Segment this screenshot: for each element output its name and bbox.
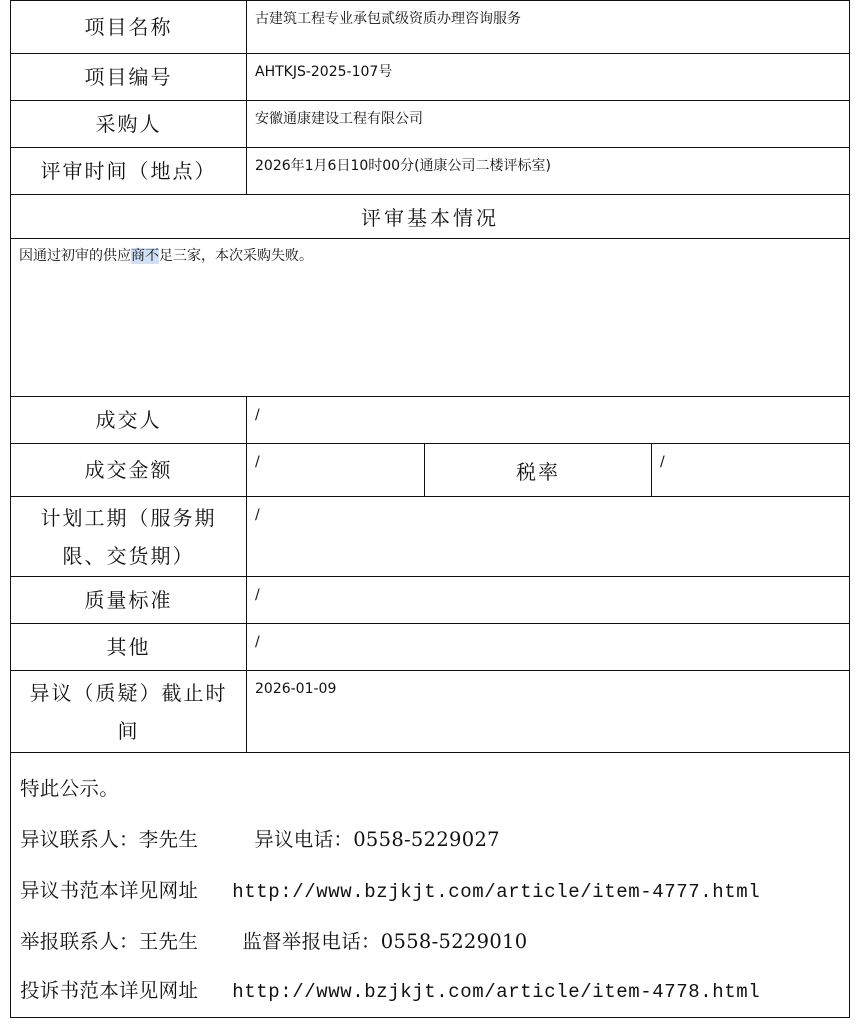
row-review-time xyxy=(11,148,849,195)
row-review-section xyxy=(11,195,849,239)
row-winner xyxy=(11,397,849,444)
review-text-highlight: 商不 xyxy=(131,248,159,264)
other-label: 其他 xyxy=(11,624,247,670)
announce-text: 特此公示。 xyxy=(20,777,120,800)
tax-value: / xyxy=(660,454,665,470)
complaint-template-link[interactable]: http://www.bzjkjt.com/article/item-4778.html xyxy=(232,981,761,1003)
objection-contact: 异议联系人：李先生 xyxy=(20,828,199,851)
other-value: / xyxy=(255,634,260,650)
tax-label: 税率 xyxy=(425,444,652,496)
report-contact: 举报联系人：王先生 xyxy=(20,930,199,953)
objection-deadline-label: 异议（质疑）截止时间 xyxy=(11,671,247,752)
objection-contact-line xyxy=(20,824,500,852)
project-name-label: 项目名称 xyxy=(11,1,247,53)
review-text xyxy=(19,247,313,265)
row-other xyxy=(11,624,849,671)
complaint-template-label: 投诉书范本详见网址 xyxy=(20,979,199,1002)
project-number-label: 项目编号 xyxy=(11,54,247,100)
period-label: 计划工期（服务期限、交货期） xyxy=(11,497,247,576)
row-amount xyxy=(11,444,849,497)
row-project-name xyxy=(11,1,849,54)
period-value: / xyxy=(255,507,260,523)
review-time-value: 2026年1月6日10时00分(通康公司二楼评标室) xyxy=(255,158,551,174)
row-review-text xyxy=(11,239,849,397)
row-period xyxy=(11,497,849,577)
objection-template-link[interactable]: http://www.bzjkjt.com/article/item-4777.html xyxy=(232,881,761,903)
row-purchaser xyxy=(11,101,849,148)
review-text-before: 因通过初审的供应 xyxy=(19,248,131,264)
footer-notice xyxy=(11,753,849,1017)
project-number-value: AHTKJS-2025-107号 xyxy=(255,64,393,80)
review-text-after: 足三家，本次采购失败。 xyxy=(159,248,313,264)
row-objection-deadline xyxy=(11,671,849,753)
purchaser-label: 采购人 xyxy=(11,101,247,147)
review-section-title: 评审基本情况 xyxy=(361,206,499,230)
quality-value: / xyxy=(255,587,260,603)
winner-value: / xyxy=(255,407,260,423)
amount-label: 成交金额 xyxy=(11,444,247,496)
amount-value: / xyxy=(247,444,425,496)
report-contact-line xyxy=(20,926,527,954)
quality-label: 质量标准 xyxy=(11,577,247,623)
complaint-template-line xyxy=(20,975,760,1003)
row-quality xyxy=(11,577,849,624)
winner-label: 成交人 xyxy=(11,397,247,443)
objection-template-line xyxy=(20,875,760,903)
purchaser-value: 安徽通康建设工程有限公司 xyxy=(255,111,423,127)
announcement-table xyxy=(10,0,850,1018)
report-phone: 监督举报电话：0558-5229010 xyxy=(242,930,528,953)
review-time-label: 评审时间（地点） xyxy=(11,148,247,194)
row-project-number xyxy=(11,54,849,101)
objection-deadline-value: 2026-01-09 xyxy=(255,681,337,697)
project-name-value: 古建筑工程专业承包贰级资质办理咨询服务 xyxy=(255,11,521,27)
objection-template-label: 异议书范本详见网址 xyxy=(20,879,199,902)
objection-phone: 异议电话：0558-5229027 xyxy=(254,828,500,851)
